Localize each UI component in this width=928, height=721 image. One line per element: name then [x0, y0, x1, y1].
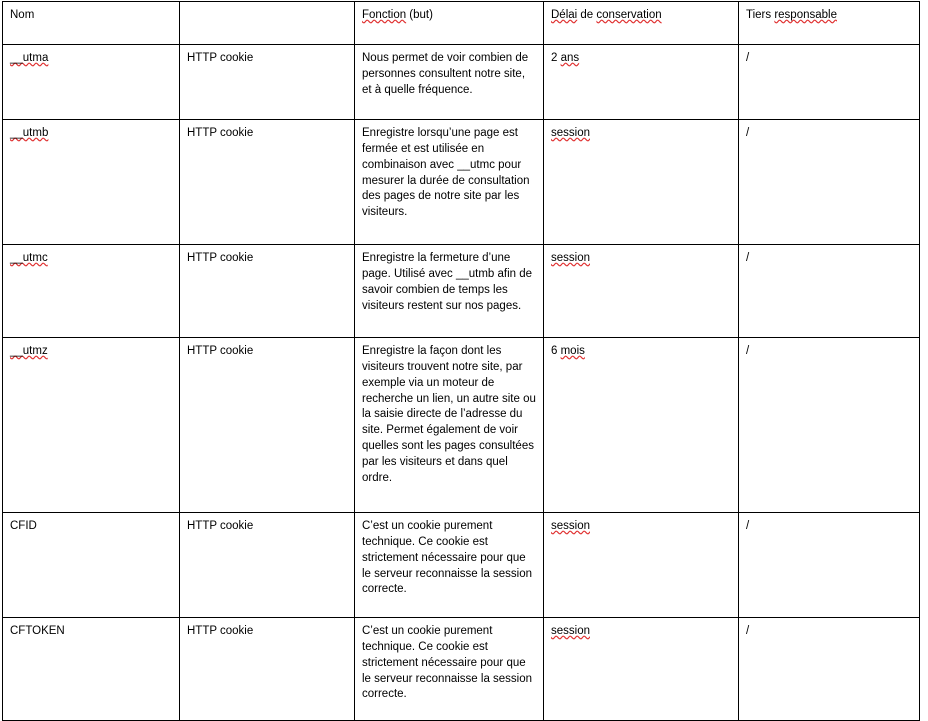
cell-cookie-type: [180, 120, 355, 245]
cookie-function-label: Enregistre la fermeture d’une page. Utilisé avec __utmb afin de savoir combien de temps les visiteurs restent sur nos pages.: [362, 252, 533, 312]
cell-cookie-function: [355, 45, 544, 120]
third-party-label: /: [746, 625, 750, 637]
cell-cookie-delay: [544, 618, 739, 721]
cookie-name-label: CFTOKEN: [10, 625, 65, 637]
cell-cookie-delay: [544, 120, 739, 245]
cookie-function-label: Enregistre lorsqu’une page est fermée et est utilisée en combinaison avec __utmc pour mesurer la durée de consultation des pages de notre site par les visiteurs.: [362, 127, 530, 219]
cookie-delay-label: mois: [560, 345, 585, 357]
cell-cookie-function: [355, 618, 544, 721]
column-header-third-party: [739, 2, 920, 45]
table-row: [3, 338, 920, 513]
column-header-delay: [544, 2, 739, 45]
cookie-type-label: HTTP cookie: [187, 520, 254, 532]
column-header-function: [355, 2, 544, 45]
cell-third-party: [739, 618, 920, 721]
cell-third-party: [739, 245, 920, 338]
cookie-delay-plain: 6: [551, 345, 561, 357]
column-header-delay-suffix: conservation: [596, 9, 662, 21]
column-header-third-party-prefix: Tiers: [746, 9, 775, 21]
cell-third-party: [739, 338, 920, 513]
cookie-type-label: HTTP cookie: [187, 52, 254, 64]
cell-cookie-function: [355, 120, 544, 245]
cell-cookie-function: [355, 245, 544, 338]
table-row: [3, 513, 920, 618]
cookie-function-label: Nous permet de voir combien de personnes consultent notre site, et à quelle fréquence.: [362, 52, 529, 96]
column-header-name: [3, 2, 180, 45]
document-page: [0, 1, 928, 700]
cell-cookie-delay: [544, 513, 739, 618]
table-row: [3, 245, 920, 338]
column-header-delay-prefix: Délai: [551, 9, 578, 21]
cookie-name-label: __utmb: [10, 127, 49, 139]
cookie-delay-label: session: [551, 625, 590, 637]
cell-cookie-type: [180, 45, 355, 120]
cell-cookie-name: [3, 513, 180, 618]
cell-cookie-name: [3, 245, 180, 338]
cell-third-party: [739, 45, 920, 120]
cookie-delay-label: session: [551, 127, 590, 139]
cell-cookie-name: [3, 120, 180, 245]
third-party-label: /: [746, 520, 750, 532]
table-row: [3, 45, 920, 120]
cookie-table: [2, 1, 920, 721]
column-header-name-label: Nom: [10, 9, 35, 21]
cell-cookie-type: [180, 245, 355, 338]
cell-cookie-type: [180, 618, 355, 721]
third-party-label: /: [746, 127, 750, 139]
cell-cookie-name: [3, 618, 180, 721]
cookie-delay-label: session: [551, 252, 590, 264]
cell-third-party: [739, 120, 920, 245]
table-row: [3, 120, 920, 245]
column-header-function-suffix: (but): [406, 9, 433, 21]
cookie-name-label: __utma: [10, 52, 49, 64]
column-header-function-label: Fonction: [362, 9, 407, 21]
third-party-label: /: [746, 252, 750, 264]
table-header-row: [3, 2, 920, 45]
cookie-function-label: Enregistre la façon dont les visiteurs trouvent notre site, par exemple via un moteur de recherche un lien, un autre site ou la saisie directe de l’adresse du site. Permet également de voir quelles sont les pages consultées par les visiteurs et dans quel ordre.: [362, 345, 536, 484]
cell-cookie-type: [180, 338, 355, 513]
cell-third-party: [739, 513, 920, 618]
cell-cookie-delay: [544, 338, 739, 513]
cookie-name-label: __utmc: [10, 252, 48, 264]
cell-cookie-delay: [544, 45, 739, 120]
cell-cookie-delay: [544, 245, 739, 338]
third-party-label: /: [746, 345, 750, 357]
column-header-third-party-suffix: responsable: [774, 9, 837, 21]
cookie-type-label: HTTP cookie: [187, 625, 254, 637]
cookie-name-label: CFID: [10, 520, 37, 532]
cell-cookie-function: [355, 513, 544, 618]
cookie-delay-plain: 2: [551, 52, 561, 64]
cell-cookie-type: [180, 513, 355, 618]
cookie-function-label: C’est un cookie purement technique. Ce cookie est strictement nécessaire pour que le serveur reconnaisse la session correcte.: [362, 520, 533, 596]
cookie-delay-label: ans: [560, 52, 580, 64]
third-party-label: /: [746, 52, 750, 64]
column-header-delay-middle: de: [577, 9, 597, 21]
cell-cookie-name: [3, 45, 180, 120]
cookie-type-label: HTTP cookie: [187, 127, 254, 139]
column-header-type: [180, 2, 355, 45]
cell-cookie-function: [355, 338, 544, 513]
cookie-function-label: C’est un cookie purement technique. Ce cookie est strictement nécessaire pour que le serveur reconnaisse la session correcte.: [362, 625, 533, 701]
cookie-delay-label: session: [551, 520, 590, 532]
cell-cookie-name: [3, 338, 180, 513]
table-row: [3, 618, 920, 721]
cookie-type-label: HTTP cookie: [187, 252, 254, 264]
cookie-type-label: HTTP cookie: [187, 345, 254, 357]
cookie-name-label: __utmz: [10, 345, 48, 357]
